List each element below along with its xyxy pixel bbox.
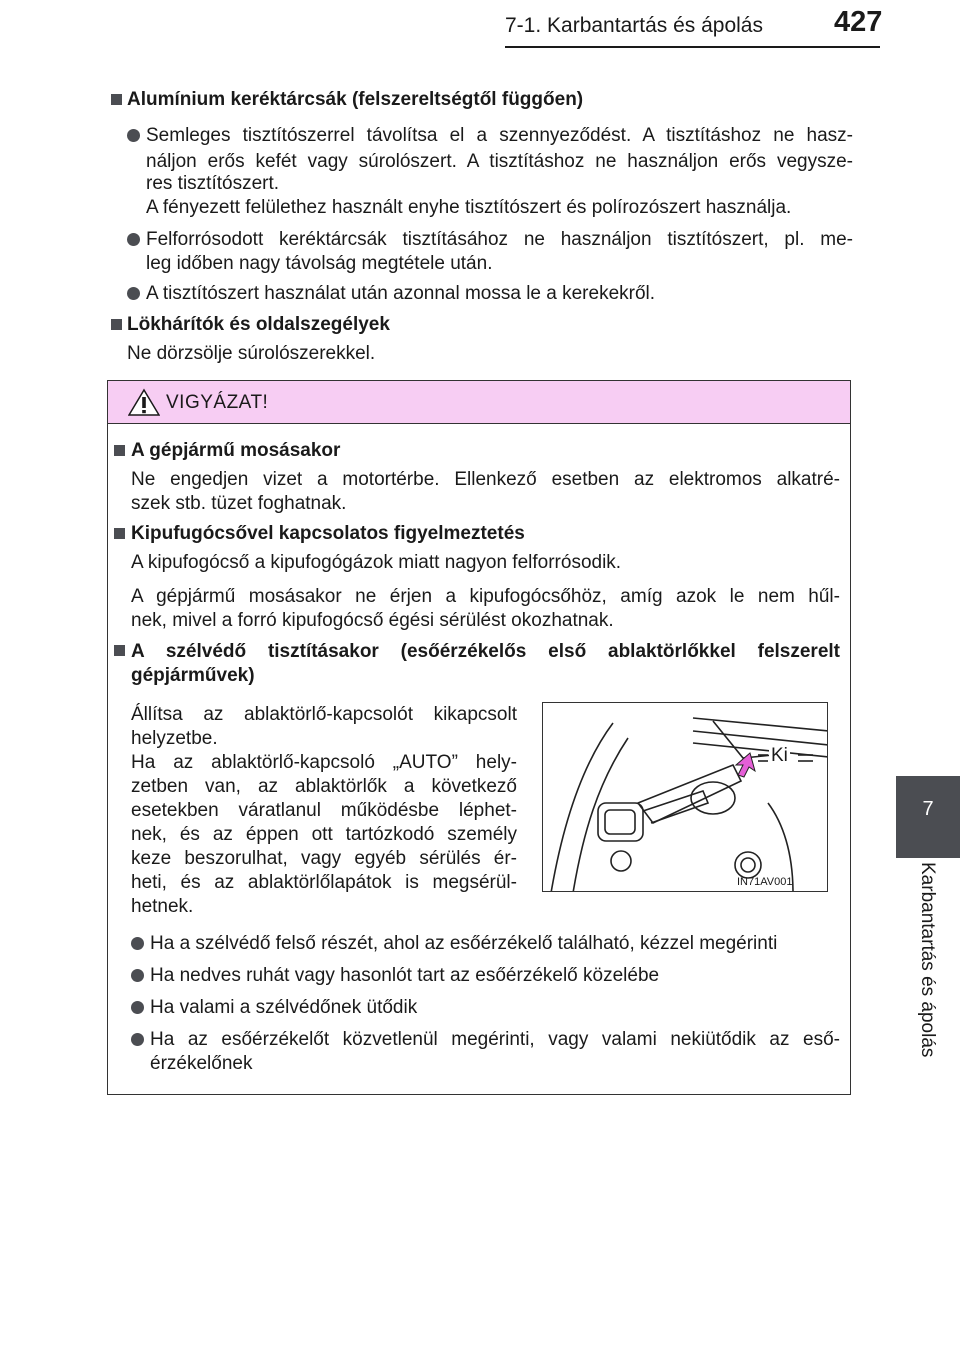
square-bullet-icon bbox=[114, 528, 125, 539]
body-line: szek stb. tüzet foghatnak. bbox=[131, 493, 347, 514]
body-line: Ne engedjen vizet a motortérbe. Ellenkező esetben az elektromos alkatré- bbox=[131, 469, 840, 490]
body-line: A fényezett felülethez használt enyhe tisztítószert és polírozószert használja. bbox=[146, 197, 792, 218]
warning-heading: A szélvédő tisztításakor (esőérzékelős első ablaktörlőkkel felszerelt bbox=[131, 641, 840, 662]
body-line: Ha az ablaktörlő-kapcsoló „AUTO” hely- bbox=[131, 752, 517, 773]
round-bullet-icon bbox=[131, 1033, 144, 1046]
square-bullet-icon bbox=[111, 319, 122, 330]
round-bullet-icon bbox=[131, 969, 144, 982]
body-line: A tisztítószert használat után azonnal mossa le a kerekekről. bbox=[146, 283, 656, 304]
figure-code: IN71AV001 bbox=[737, 876, 793, 888]
body-line: zetben van, az ablaktörlők a következő bbox=[131, 776, 517, 797]
body-line: Ha az esőérzékelőt közvetlenül megérinti, vagy valami nekiütődik az eső- bbox=[150, 1029, 840, 1050]
section-heading: Alumínium keréktárcsák (felszereltségtől függően) bbox=[127, 89, 584, 110]
body-line: náljon erős kefét vagy súrolószert. A tisztításhoz ne használjon erős vegysze- bbox=[146, 151, 853, 172]
round-bullet-icon bbox=[127, 129, 140, 142]
square-bullet-icon bbox=[114, 645, 125, 656]
round-bullet-icon bbox=[127, 287, 140, 300]
body-line: A kipufogócső a kipufogógázok miatt nagyon felforrósodik. bbox=[131, 552, 622, 573]
body-line: Állítsa az ablaktörlő-kapcsolót kikapcsolt bbox=[131, 704, 517, 725]
chapter-label: Karbantartás és ápolás bbox=[917, 862, 938, 1058]
body-line: esetekben váratlanul működésbe léphet- bbox=[131, 800, 517, 821]
round-bullet-icon bbox=[127, 233, 140, 246]
warning-triangle-icon bbox=[128, 388, 160, 416]
square-bullet-icon bbox=[111, 94, 122, 105]
body-line: Ha valami a szélvédőnek ütődik bbox=[150, 997, 418, 1018]
round-bullet-icon bbox=[131, 937, 144, 950]
round-bullet-icon bbox=[131, 1001, 144, 1014]
body-line: keze beszorulhat, vagy egyéb sérülés ér- bbox=[131, 848, 517, 869]
body-line: Semleges tisztítószerrel távolítsa el a szennyeződést. A tisztításhoz ne hasz- bbox=[146, 125, 853, 146]
warning-label: VIGYÁZAT! bbox=[166, 392, 269, 413]
body-line: leg időben nagy távolság megtétele után. bbox=[146, 253, 493, 274]
body-line: res tisztítószert. bbox=[146, 173, 280, 194]
chapter-number: 7 bbox=[922, 798, 934, 820]
wiper-switch-illustration bbox=[542, 702, 828, 892]
square-bullet-icon bbox=[114, 445, 125, 456]
body-line: Ne dörzsölje súrolószerekkel. bbox=[127, 343, 376, 364]
figure-label: Ki bbox=[771, 745, 788, 766]
body-line: Ha nedves ruhát vagy hasonlót tart az esőérzékelő közelébe bbox=[150, 965, 660, 986]
header-rule bbox=[505, 46, 880, 48]
warning-heading: Kipufugócsővel kapcsolatos figyelmeztetés bbox=[131, 523, 525, 544]
page-number: 427 bbox=[834, 6, 883, 38]
body-line: nek, mivel a forró kipufogócső égési sérülést okozhatnak. bbox=[131, 610, 614, 631]
wiper-lever-icon bbox=[543, 703, 828, 892]
body-line: nek, és az éppen ott tartózkodó személy bbox=[131, 824, 517, 845]
section-title: 7-1. Karbantartás és ápolás bbox=[505, 14, 763, 37]
body-line: heti, és az ablaktörlőlapátok is megsérül- bbox=[131, 872, 517, 893]
section-heading: Lökhárítók és oldalszegélyek bbox=[127, 314, 390, 335]
body-line: Felforrósodott keréktárcsák tisztításához ne használjon tisztítószert, pl. me- bbox=[146, 229, 853, 250]
warning-heading: A gépjármű mosásakor bbox=[131, 440, 341, 461]
body-line: Ha a szélvédő felső részét, ahol az esőérzékelő található, kézzel megérinti bbox=[150, 933, 778, 954]
body-line: hetnek. bbox=[131, 896, 194, 917]
body-line: helyzetbe. bbox=[131, 728, 218, 749]
warning-heading: gépjárművek) bbox=[131, 665, 255, 686]
body-line: érzékelőnek bbox=[150, 1053, 253, 1074]
body-line: A gépjármű mosásakor ne érjen a kipufogócsőhöz, amíg azok le nem hűl- bbox=[131, 586, 840, 607]
